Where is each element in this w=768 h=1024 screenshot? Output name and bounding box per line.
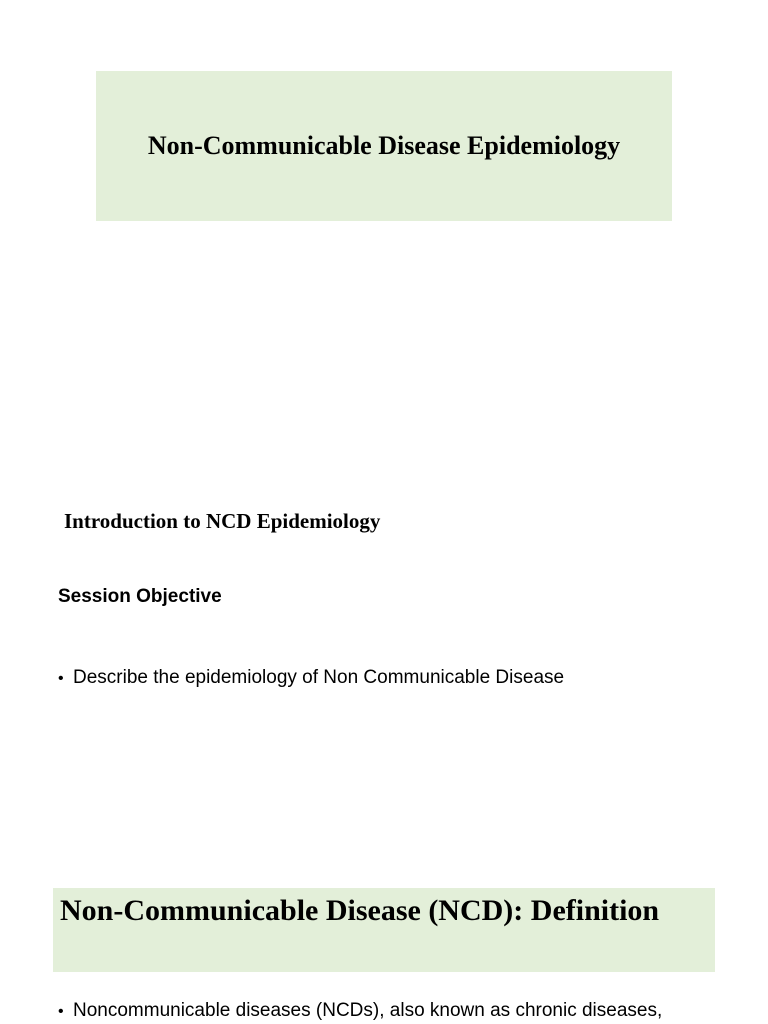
- page-title: Non-Communicable Disease Epidemiology: [147, 131, 621, 160]
- title-box: [96, 71, 672, 221]
- objective-text: Describe the epidemiology of Non Communicable Disease: [73, 667, 565, 688]
- bullet-icon: •: [58, 1003, 64, 1020]
- definition-heading-box: [53, 888, 715, 972]
- bullet-icon: •: [58, 670, 64, 687]
- intro-heading: Introduction to NCD Epidemiology: [64, 509, 381, 533]
- definition-heading: Non-Communicable Disease (NCD): Definition: [60, 894, 660, 927]
- objective-list-item: [58, 667, 564, 689]
- definition-text: Noncommunicable diseases (NCDs), also known as chronic diseases,: [73, 1000, 663, 1021]
- session-objective-label: Session Objective: [58, 586, 222, 607]
- definition-list-item: [58, 1000, 662, 1022]
